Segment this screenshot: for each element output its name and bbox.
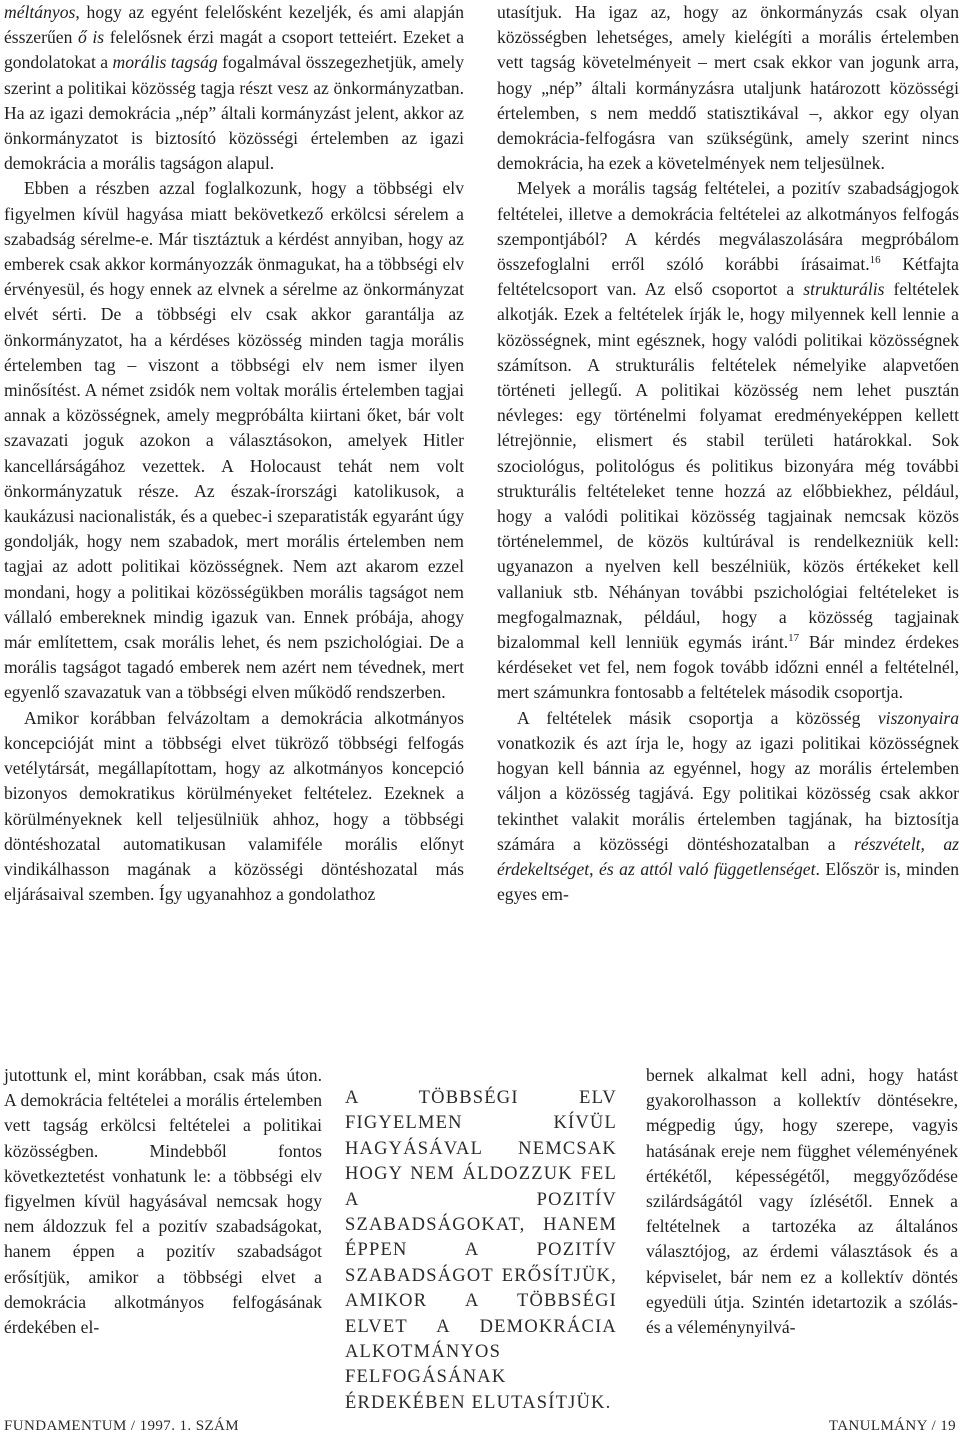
left-column-continuation [4, 1063, 322, 1340]
paragraph: bernek alkalmat kell adni, hogy hatást gyakorolhasson a kollektív döntésekre, mégpedig úgy, hogy szerepe, vagyis hatásának ereje nem függhet véleményének értékétől, képességétől, meggyőződése szilárdságától vagy ízlésétől. Ennek a feltételnek a tartozéka az általános választójog, az érdemi választások és a képviselet, bár nem ez a kollektív döntés egyedüli útja. Szintén idetartozik a szólás- és a véleménynyilvá- [646, 1065, 958, 1338]
left-column [4, 0, 464, 907]
right-column-continuation [646, 1063, 958, 1340]
paragraph: méltányos, hogy az egyént felelősként kezeljék, és ami alapján ésszerűen ő is felelősnek érzi magát a csoport tetteiért. Ezeket a gondolatokat a morális tagság fogalmával összegezhetjük, amely szerint a politikai közösség tagja részt vesz az önkormányzatban. Ha az igazi demokrácia „nép” általi kormányzást jelent, akkor az önkormányzatot is biztosító közösségi értelemben az igazi demokrácia a morális tagságon alapul. [4, 2, 465, 174]
right-column [497, 0, 959, 907]
paragraph: jutottunk el, mint korábban, csak más úton. A demokrácia feltételei a morális értelemben vett tagság erkölcsi feltételei a politikai közösségben. Mindebből fontos következtetést vonhatunk le: a többségi elv figyelmen kívül hagyásával nemcsak hogy nem áldozzuk fel a pozitív szabadságokat, hanem éppen a pozitív szabadságot erősítjük, amikor a többségi elvet a demokrácia alkotmányos felfogásának érdekében el- [4, 1065, 322, 1338]
paragraph: utasítjuk. Ha igaz az, hogy az önkormányzás csak olyan közösségben lehetséges, amely kielégíti a morális értelemben vett tagság követelményeit – mert csak ekkor van jogunk arra, hogy „nép” általi kormányzásra utaljunk határozott közösségi értelemben, s nem meddő statisztikával –, akkor egy olyan demokrácia-felfogásra van szükségünk, amely szerint nincs demokrácia, ha ezek a követelmények nem teljesülnek. [497, 2, 959, 174]
paragraph: Amikor korábban felvázoltam a demokrácia alkotmányos koncepcióját mint a többségi elvet tükröző többségi felfogás vetélytársát, megállapítottam, hogy az alkotmányos koncepció bizonyos demokratikus körülményeket feltételez. Ezeknek a körülményeknek kell teljesülniük ahhoz, hogy a többségi döntéshozatal automatikusan valamiféle morális előnyt vindikálhasson magának a közösségi döntéshozatal más eljárásaival szemben. Így ugyanahhoz a gondolathoz [4, 707, 464, 905]
pull-quote: A TÖBBSÉGI ELV FIGYELMEN KÍVÜL HAGYÁSÁVAL NEMCSAK HOGY NEM ÁLDOZZUK FEL A POZITÍV SZABADSÁGOKAT, HANEM ÉPPEN A POZITÍV SZABADSÁGOT ERŐSÍTJÜK, AMIKOR A TÖBBSÉGI ELVET A DEMOKRÁCIA ALKOTMÁNYOS FELFOGÁSÁNAK ÉRDEKÉBEN ELUTASÍTJÜK. [345, 1088, 617, 1413]
paragraph: A feltételek másik csoportja a közösség viszonyaira vonatkozik és azt írja le, hogy az igazi politikai közösségnek hogyan kell bánnia az egyénnel, hogy az morális értelemben váljon a közösség tagjává. Egy politikai közösség csak akkor tekinthet valakit morális értelemben tagjának, ha biztosítja számára a közösségi döntéshozatalban a részvételt, az érdekeltséget, és az attól való függetlenséget. Először is, minden egyes em- [497, 707, 960, 905]
paragraph: Ebben a részben azzal foglalkozunk, hogy a többségi elv figyelmen kívül hagyása miatt bekövetkező erkölcsi sérelem a szabadság sérelme-e. Már tisztáztuk a kérdést annyiban, hogy az emberek csak akkor kormányozzák önmagukat, ha a többségi elv érvényesül, és hogy ennek az elvnek a sérelme az önkormányzat elvét sérti. De a többségi elv csak akkor garantálja az önkormányzatot, ha a kérdéses közösség minden tagja morális értelemben tag – viszont a többségi elv nem ismer ilyen minősítést. A német zsidók nem voltak morális értelemben tagjai annak a közösségnek, amely megpróbálta kiirtani őket, bár volt szavazati joguk azokon a választásokon, amelyek Hitler kancellárságához vezettek. A Holocaust tehát nem volt önkormányzatuk része. Az észak-írországi katolikusok, a kaukázusi nacionalisták, és a quebec-i szeparatisták egyaránt úgy gondolják, hogy nem szabadok, mert morális értelemben nem tagjai az adott politikai közösségnek. Nem azt akarom ezzel mondani, hogy a politikai közösségükben morális tagságot nem vállaló embereknek mindig igazuk van. Ennek próbája, ahogy már említettem, csak morális lehet, és nem pszichológiai. De a morális tagságot tagadó emberek nem azért nem tévednek, mert egyenlő szavazatuk van a többségi elven működő rendszerben. [4, 178, 464, 703]
footer-section-page: TANULMÁNY / 19 [828, 1418, 956, 1434]
footer-journal-issue: FUNDAMENTUM / 1997. 1. SZÁM [4, 1418, 239, 1434]
paragraph: Melyek a morális tagság feltételei, a pozitív szabadságjogok feltételei, illetve a demokrácia feltételei az alkotmányos felfogás szempontjából? A kérdés megválaszolására megpróbálom összefoglalni erről szóló korábbi írásaimat.$^{16}$ Kétfajta feltételcsoport van. Az első csoportot a strukturális feltételek alkotják. Ezek a feltételek írják le, hogy milyennek kell lennie a közösségnek, mint egésznek, hogy valódi politikai közösségnek számítson. A strukturális feltételek némelyike alapvetően történeti jellegű. A politikai közösség nem lehet pusztán névleges: egy történelmi folyamat eredményeképpen kellett létrejönnie, elismert és stabil területi határokkal. Sok szociológus, politológus és politikus bizonyára még további strukturális feltételeket tenne hozzá az előbbiekhez, például, hogy a valódi politikai közösség tagjainak nemcsak közös történelemmel, de közös kultúrával is rendelkezniük kell: ugyanazon a nyelven kell beszélniük, közös értékeket kell vallaniuk stb. Néhányan további pszichológiai feltételeket is megfogalmaznak, például, hogy a közösség tagjainak bizalommal kell lenniük egymás iránt.$^{17}$ Bár mindez érdekes kérdéseket vet fel, nem fogok tovább időzni ennél a feltételnél, mert számunkra fontosabb a feltételek második csoportja. [497, 178, 960, 703]
